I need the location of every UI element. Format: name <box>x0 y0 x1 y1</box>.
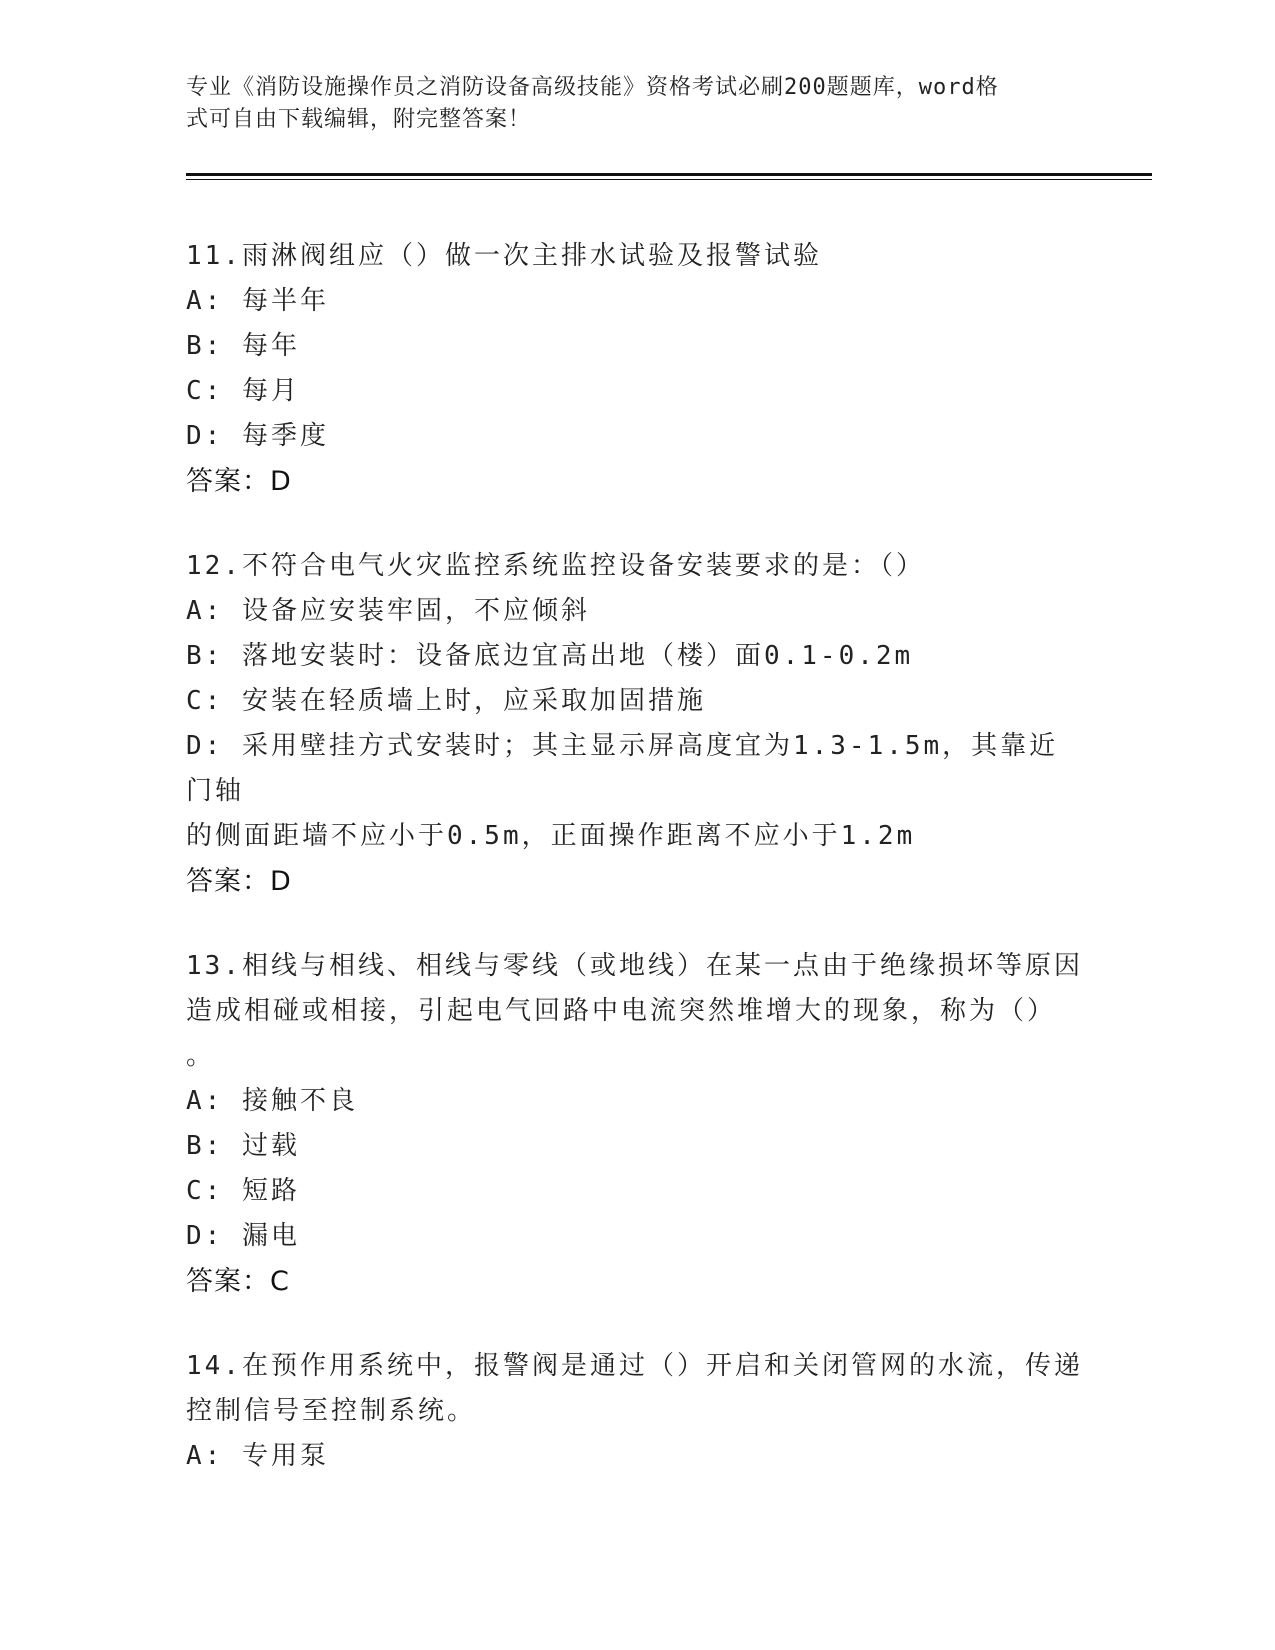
option-b: B: 落地安装时：设备底边宜高出地（楼）面0.1-0.2m <box>186 641 914 671</box>
question-stem-continued: 。 <box>186 1041 216 1071</box>
option-c: C: 每月 <box>186 376 300 406</box>
answer-label: 答案：D <box>186 466 292 497</box>
question-stem: 13.相线与相线、相线与零线（或地线）在某一点由于绝缘损坏等原因 <box>186 951 1083 981</box>
question-list <box>186 234 1086 1519</box>
option-b: B: 每年 <box>186 331 300 361</box>
question-14 <box>186 1344 1086 1479</box>
question-13 <box>186 944 1086 1304</box>
option-c: C: 安装在轻质墙上时，应采取加固措施 <box>186 686 706 716</box>
question-11 <box>186 234 1086 504</box>
option-a: A: 设备应安装牢固，不应倾斜 <box>186 596 590 626</box>
question-stem-continued: 造成相碰或相接，引起电气回路中电流突然堆增大的现象，称为（） <box>186 996 1057 1026</box>
option-a: A: 每半年 <box>186 286 329 316</box>
header-divider-thin <box>186 179 1152 180</box>
option-list <box>186 279 1086 459</box>
header-line: 专业《消防设施操作员之消防设备高级技能》资格考试必刷200题题库，word格 <box>186 75 999 100</box>
option-a: A: 专用泵 <box>186 1441 329 1471</box>
answer-label: 答案：D <box>186 866 292 897</box>
document-header <box>186 72 1076 136</box>
option-b: B: 过载 <box>186 1131 300 1161</box>
answer-label: 答案：C <box>186 1266 290 1297</box>
question-stem: 11.雨淋阀组应（）做一次主排水试验及报警试验 <box>186 241 822 271</box>
question-stem-continued: 控制信号至控制系统。 <box>186 1396 477 1426</box>
question-stem: 12.不符合电气火灾监控系统监控设备安装要求的是：（） <box>186 551 925 581</box>
option-d-continued: 的侧面距墙不应小于0.5m，正面操作距离不应小于1.2m <box>186 821 916 851</box>
header-line: 式可自由下载编辑，附完整答案！ <box>186 107 532 132</box>
option-a: A: 接触不良 <box>186 1086 358 1116</box>
option-d: D: 每季度 <box>186 421 329 451</box>
question-stem: 14.在预作用系统中，报警阀是通过（）开启和关闭管网的水流，传递 <box>186 1351 1083 1381</box>
header-divider-thick <box>186 173 1152 176</box>
option-list <box>186 1434 1086 1479</box>
option-list <box>186 589 1086 859</box>
option-d: D: 采用壁挂方式安装时；其主显示屏高度宜为1.3-1.5m，其靠近门轴 <box>186 731 1059 806</box>
question-12 <box>186 544 1086 904</box>
option-d: D: 漏电 <box>186 1221 300 1251</box>
option-c: C: 短路 <box>186 1176 300 1206</box>
option-list <box>186 1079 1086 1259</box>
